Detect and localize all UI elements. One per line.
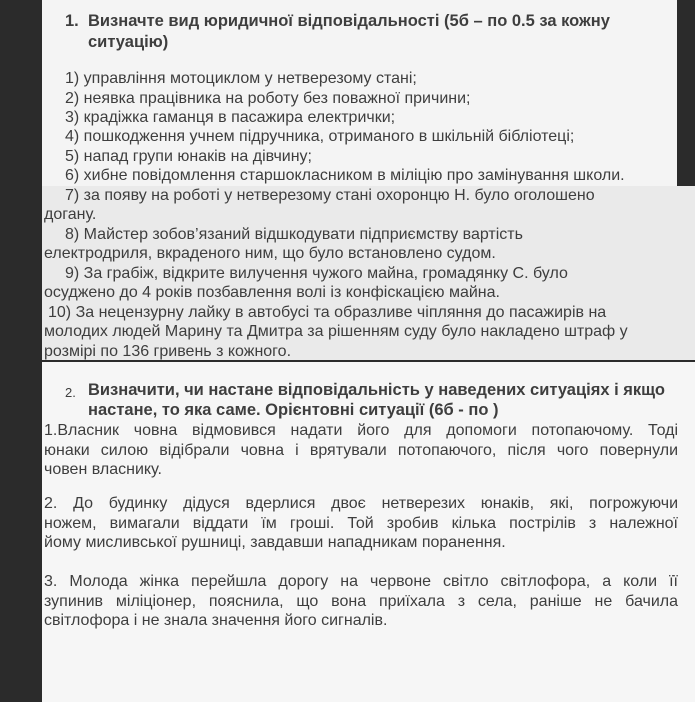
situation-2-line-2: ножем, вимагали віддати їм гроші. Той зробив кілька пострілів з належної — [44, 515, 678, 532]
task1-item-6: 6) хибне повідомлення старшокласником в міліцію про замінування школи. — [65, 167, 625, 184]
situation-3-line-2: зупинив міліціонер, пояснила, що вона приїхала з села, раніше не бачила — [44, 593, 678, 610]
situation-2-line-1: 2. До будинку дідуся вдерлися двоє нетверезих юнаків, які, погрожуючи — [44, 495, 678, 512]
task1-item-7-line-1: 7) за появу на роботі у нетверезому стані охоронцю Н. було оголошено — [65, 187, 595, 204]
task1-title-line-1: Визначте вид юридичної відповідальності (5б – по 0.5 за кожну — [88, 12, 610, 30]
task1-title-line-2: ситуацію) — [88, 33, 169, 51]
situation-3-line-1: 3. Молода жінка перейшла дорогу на червоне світло світлофора, а коли її — [44, 573, 678, 590]
task2-title-line-2: настане, то яка саме. Орієнтовні ситуації (6б - по ) — [88, 401, 499, 419]
task1-item-10-line-3: розмірі по 136 гривень з кожного. — [44, 343, 292, 360]
situation-1-line-2: юнаки силою відібрали човна і врятували потопаючого, після чого повернули — [44, 442, 678, 459]
task1-item-2: 2) неявка працівника на роботу без поважної причини; — [65, 90, 471, 107]
situation-1-line-1: 1.Власник човна відмовився надати його для допомоги потопаючому. Тоді — [44, 422, 678, 439]
situation-3-line-3: світлофора і не знала значення його сигналів. — [44, 612, 388, 629]
task2-title-line-1: Визначити, чи настане відповідальність у наведених ситуаціях і якщо — [88, 381, 665, 399]
task1-item-9-line-2: осуджено до 4 років позбавлення волі із конфіскацією майна. — [44, 284, 500, 301]
situation-2-line-3: йому мисливської рушниці, завдавши нападникам поранення. — [44, 534, 506, 551]
task1-item-8-line-1: 8) Майстер зобов’язаний відшкодувати підприємству вартість — [65, 226, 523, 243]
task1-item-7-line-2: догану. — [44, 206, 97, 223]
task1-item-1: 1) управління мотоциклом у нетверезому стані; — [65, 70, 417, 87]
situation-1-line-3: човен власнику. — [44, 461, 162, 478]
task1-item-5: 5) напад групи юнаків на дівчину; — [65, 148, 312, 165]
task1-item-10-line-1: 10) За нецензурну лайку в автобусі та образливе чіпляння до пасажирів на — [48, 304, 607, 321]
task1-item-10-line-2: молодих людей Марину та Дмитра за рішенням суду було накладено штраф у — [44, 323, 628, 340]
task1-item-8-line-2: електродриля, вкраденого ним, що було встановлено судом. — [44, 245, 496, 262]
task1-item-4: 4) пошкодження учнем підручника, отриманого в шкільній бібліотеці; — [65, 128, 575, 145]
task1-item-9-line-1: 9) За грабіж, відкрите вилучення чужого майна, громадянку С. було — [65, 265, 568, 282]
task1-item-3: 3) крадіжка гаманця в пасажира електрички; — [65, 109, 396, 126]
task2-number: 2. — [65, 385, 76, 400]
task1-number: 1. — [65, 12, 79, 30]
